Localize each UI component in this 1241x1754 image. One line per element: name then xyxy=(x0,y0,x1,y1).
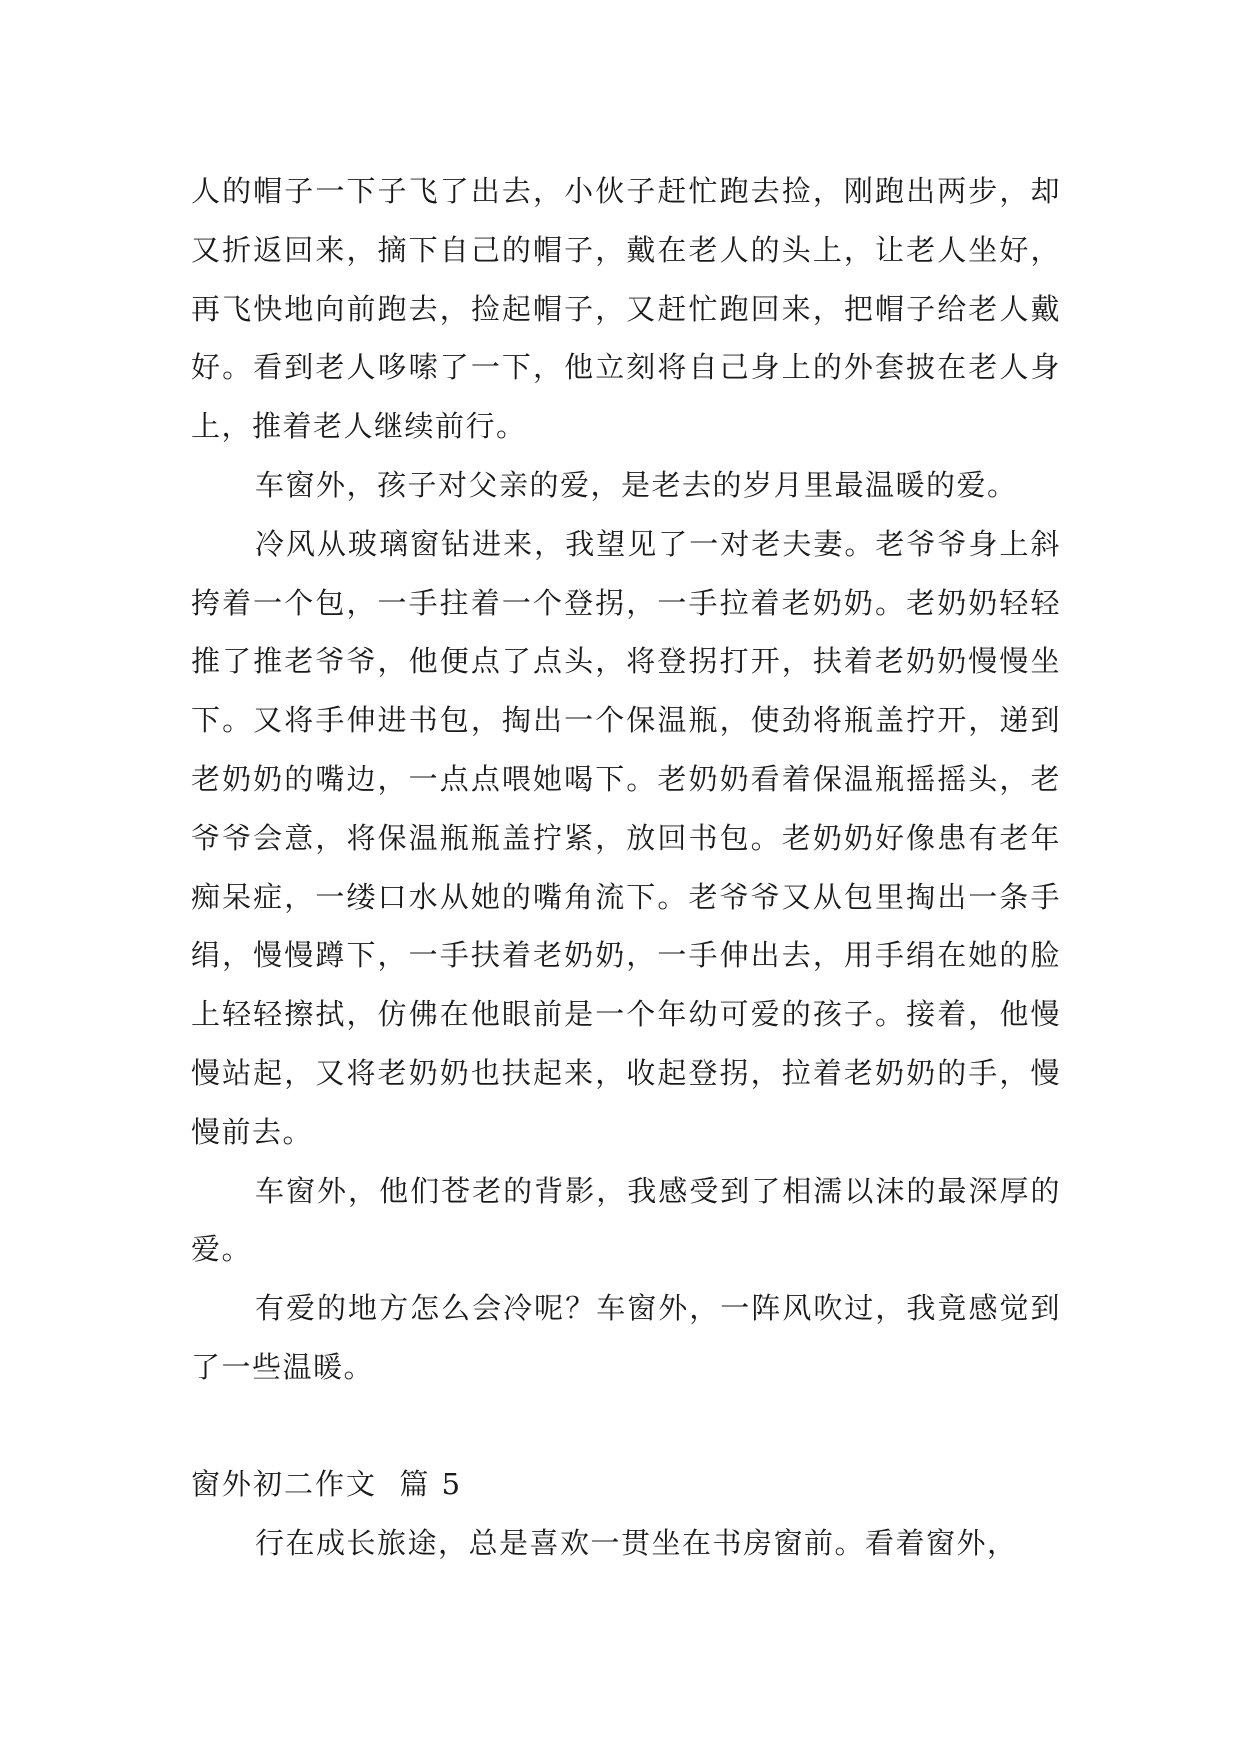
article-body xyxy=(191,162,1061,1572)
paragraph: 车窗外，孩子对父亲的爱，是老去的岁月里最温暖的爱。 xyxy=(255,467,1018,502)
paragraph: 车窗外，他们苍老的背影，我感受到了相濡以沫的最深厚的爱。 xyxy=(191,1173,1061,1267)
section-heading: 窗外初二作文 篇 5 xyxy=(191,1466,463,1501)
paragraph: 有爱的地方怎么会冷呢？车窗外，一阵风吹过，我竟感觉到了一些温暖。 xyxy=(191,1291,1061,1384)
paragraph: 人的帽子一下子飞了出去，小伙子赶忙跑去捡，刚跑出两步，却又折返回来，摘下自己的帽子，戴在老人的头上，让老人坐好，再飞快地向前跑去，捡起帽子，又赶忙跑回来，把帽子给老人戴好。看到老人哆嗦了一下，他立刻将自己身上的外套披在老人身上，推着老人继续前行。 xyxy=(191,174,1061,444)
paragraph: 行在成长旅途，总是喜欢一贯坐在书房窗前。看着窗外， xyxy=(255,1525,1018,1560)
paragraph: 冷风从玻璃窗钻进来，我望见了一对老夫妻。老爷爷身上斜挎着一个包，一手拄着一个登拐，一手拉着老奶奶。老奶奶轻轻推了推老爷爷，他便点了点头，将登拐打开，扶着老奶奶慢慢坐下。又将手伸进书包，掏出一个保温瓶，使劲将瓶盖拧开，递到老奶奶的嘴边，一点点喂她喝下。老奶奶看着保温瓶摇摇头，老爷爷会意，将保温瓶瓶盖拧紧，放回书包。老奶奶好像患有老年痴呆症，一缕口水从她的嘴角流下。老爷爷又从包里掏出一条手绢，慢慢蹲下，一手扶着老奶奶，一手伸出去，用手绢在她的脸上轻轻擦拭，仿佛在他眼前是一个年幼可爱的孩子。接着，他慢慢站起，又将老奶奶也扶起来，收起登拐，拉着老奶奶的手，慢慢前去。 xyxy=(191,526,1061,1149)
